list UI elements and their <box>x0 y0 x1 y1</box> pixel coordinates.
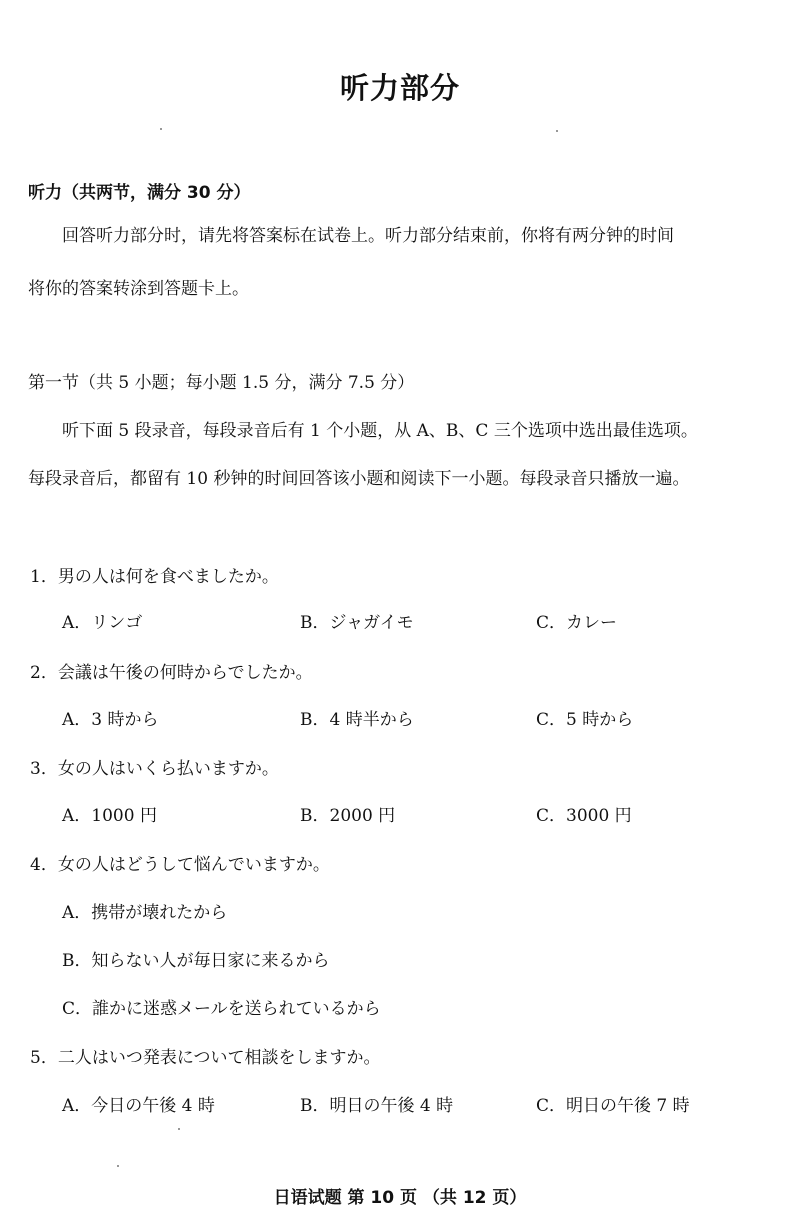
q2-option-a: A．3 時から <box>62 710 159 730</box>
q4-option-c: C．誰かに迷惑メールを送られているから <box>62 999 381 1019</box>
section-heading: 听力（共两节，满分 30 分） <box>28 183 251 203</box>
q2-option-c: C．5 時から <box>536 710 634 730</box>
q1-option-a: A．リンゴ <box>62 613 143 633</box>
question-3 <box>30 754 279 779</box>
page-title: 听力部分 <box>339 71 460 105</box>
question-text: 女の人はいくら払いますか。 <box>57 759 279 779</box>
question-number: 5． <box>30 1048 58 1068</box>
scan-speck <box>117 1165 119 1167</box>
q1-option-b: B．ジャガイモ <box>300 613 414 633</box>
question-2 <box>30 658 313 683</box>
question-number: 1． <box>30 567 58 587</box>
question-text: 男の人は何を食べましたか。 <box>57 567 279 587</box>
part1-line-2: 每段录音后，都留有 10 秒钟的时间回答该小题和阅读下一小题。每段录音只播放一遍。 <box>28 469 690 489</box>
question-text: 二人はいつ発表について相談をしますか。 <box>57 1048 381 1068</box>
scan-speck <box>178 1128 180 1130</box>
q4-option-b: B．知らない人が毎日家に来るから <box>62 951 330 971</box>
q5-option-b: B．明日の午後 4 時 <box>300 1096 454 1116</box>
scan-speck <box>556 130 558 132</box>
question-4 <box>30 850 330 875</box>
part1-line-1: 听下面 5 段录音，每段录音后有 1 个小题，从 A、B、C 三个选项中选出最佳选项。 <box>62 421 698 441</box>
question-text: 会議は午後の何時からでしたか。 <box>57 663 313 683</box>
scan-speck <box>160 128 162 130</box>
instructions-line-2: 将你的答案转涂到答题卡上。 <box>28 279 249 299</box>
question-1 <box>30 562 279 587</box>
q2-option-b: B．4 時半から <box>300 710 414 730</box>
q3-option-a: A．1000 円 <box>62 806 157 826</box>
part1-heading: 第一节（共 5 小题；每小题 1.5 分，满分 7.5 分） <box>28 373 415 393</box>
q5-option-c: C．明日の午後 7 時 <box>536 1096 690 1116</box>
instructions-line-1: 回答听力部分时，请先将答案标在试卷上。听力部分结束前，你将有两分钟的时间 <box>62 226 674 246</box>
question-text: 女の人はどうして悩んでいますか。 <box>57 855 330 875</box>
question-number: 2． <box>30 663 58 683</box>
q5-option-a: A．今日の午後 4 時 <box>62 1096 215 1116</box>
q4-option-a: A．携帯が壊れたから <box>62 903 228 923</box>
question-number: 4． <box>30 855 58 875</box>
q3-option-c: C．3000 円 <box>536 806 632 826</box>
q1-option-c: C．カレー <box>536 613 618 633</box>
question-number: 3． <box>30 759 58 779</box>
page-footer: 日语试题 第 10 页 （共 12 页） <box>273 1188 527 1208</box>
question-5 <box>30 1043 381 1068</box>
q3-option-b: B．2000 円 <box>300 806 396 826</box>
